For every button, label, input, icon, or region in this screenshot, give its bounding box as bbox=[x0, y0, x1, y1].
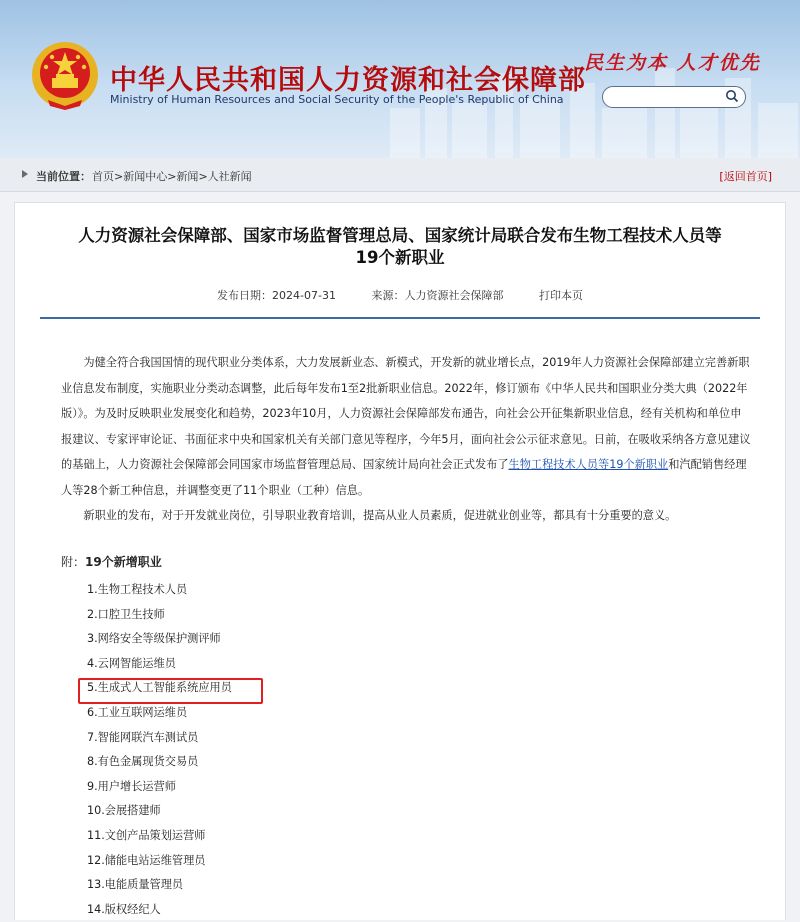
breadcrumb-item-hr-news[interactable]: 人社新闻 bbox=[207, 170, 252, 183]
article-source: 来源：人力资源社会保障部 bbox=[371, 289, 504, 302]
list-item: 1.生物工程技术人员 bbox=[87, 583, 188, 596]
occupation-list bbox=[87, 578, 232, 922]
site-title-english: Ministry of Human Resources and Social Security of the People's Republic of China bbox=[110, 93, 564, 106]
article-meta bbox=[15, 287, 785, 303]
breadcrumb-separator: > bbox=[114, 170, 124, 183]
paragraph-text: 为健全符合我国国情的现代职业分类体系，大力发展新业态、新模式，开发新的就业增长点，2019年人力资源社会保障部建立完善新职业信息发布制度，实施职业分类动态调整，此后每年发布1至2批新职业信息。2022年，修订颁布《中华人民共和国职业分类大典（2022年版）》。为及时反映职业发展变化和趋势，2023年10月，人力资源社会保障部发布通告，向社会公开征集新职业信息，经有关机构和单位申报建议、专家评审论证、书面征求中央和国家机关有关部门意见等程序，今年5月，面向社会公示征求意见。日前，在吸收采纳各方意见建议的基础上，人力资源社会保障部会同国家市场监督管理总局、国家统计局向社会正式发布了 bbox=[61, 356, 751, 471]
article-title bbox=[39, 225, 761, 269]
breadcrumb-item-news[interactable]: 新闻 bbox=[176, 170, 199, 183]
site-title-chinese: 中华人民共和国人力资源和社会保障部 bbox=[110, 65, 586, 96]
list-item: 2.口腔卫生技师 bbox=[87, 607, 165, 621]
list-item: 14.版权经纪人 bbox=[87, 902, 161, 916]
search-input[interactable] bbox=[611, 89, 727, 109]
back-to-home-link[interactable]: [返回首页] bbox=[719, 170, 772, 183]
arrow-right-icon bbox=[22, 170, 28, 178]
list-item: 12.储能电站运维管理员 bbox=[87, 853, 206, 867]
breadcrumb-separator: > bbox=[198, 170, 208, 183]
list-item: 7.智能网联汽车测试员 bbox=[87, 730, 199, 744]
attachment-heading bbox=[61, 553, 162, 570]
list-item: 6.工业互联网运维员 bbox=[87, 705, 188, 719]
highlight-box bbox=[78, 678, 263, 704]
breadcrumb-label: 当前位置： bbox=[36, 170, 91, 183]
title-divider bbox=[40, 317, 760, 319]
search-box bbox=[602, 86, 746, 108]
site-header bbox=[0, 0, 800, 158]
list-item: 10.会展搭建师 bbox=[87, 804, 161, 818]
publish-date: 发布日期：2024-07-31 bbox=[217, 289, 336, 302]
article-title-line2: 19个新职业 bbox=[355, 248, 445, 267]
breadcrumb-item-news-center[interactable]: 新闻中心 bbox=[123, 170, 168, 183]
breadcrumb-item-home[interactable]: 首页 bbox=[92, 170, 114, 183]
article-title-line1: 人力资源社会保障部、国家市场监督管理总局、国家统计局联合发布生物工程技术人员等 bbox=[78, 226, 722, 245]
breadcrumb-bar bbox=[0, 158, 800, 192]
breadcrumb bbox=[92, 168, 252, 184]
article-paragraph: 新职业的发布，对于开发就业岗位，引导职业教育培训，提高从业人员素质，促进就业创业等，都具有十分重要的意义。 bbox=[83, 509, 677, 522]
article-container bbox=[14, 202, 786, 920]
breadcrumb-separator: > bbox=[167, 170, 177, 183]
list-item: 4.云网智能运维员 bbox=[87, 656, 176, 670]
national-emblem-icon bbox=[30, 40, 100, 112]
site-slogan: 民生为本 人才优先 bbox=[584, 52, 761, 74]
list-item: 8.有色金属现货交易员 bbox=[87, 755, 199, 769]
attachment-prefix: 附： bbox=[61, 555, 86, 569]
new-occupations-link[interactable]: 生物工程技术人员等19个新职业 bbox=[508, 458, 669, 471]
paragraph-text: 和汽配销售经理人等28个新工种信息，并调整变更了11个职业（工种）信息。 bbox=[61, 458, 747, 497]
attachment-title: 19个新增职业 bbox=[85, 555, 162, 569]
list-item: 5.生成式人工智能系统应用员 bbox=[87, 681, 232, 695]
list-item: 3.网络安全等级保护测评师 bbox=[87, 632, 221, 646]
list-item: 13.电能质量管理员 bbox=[87, 878, 184, 892]
print-page-link[interactable]: 打印本页 bbox=[538, 289, 583, 302]
article-body bbox=[61, 350, 751, 529]
list-item: 9.用户增长运营师 bbox=[87, 779, 176, 793]
article-paragraph bbox=[61, 350, 751, 503]
search-icon[interactable] bbox=[725, 89, 739, 103]
list-item: 11.文创产品策划运营师 bbox=[87, 828, 206, 842]
